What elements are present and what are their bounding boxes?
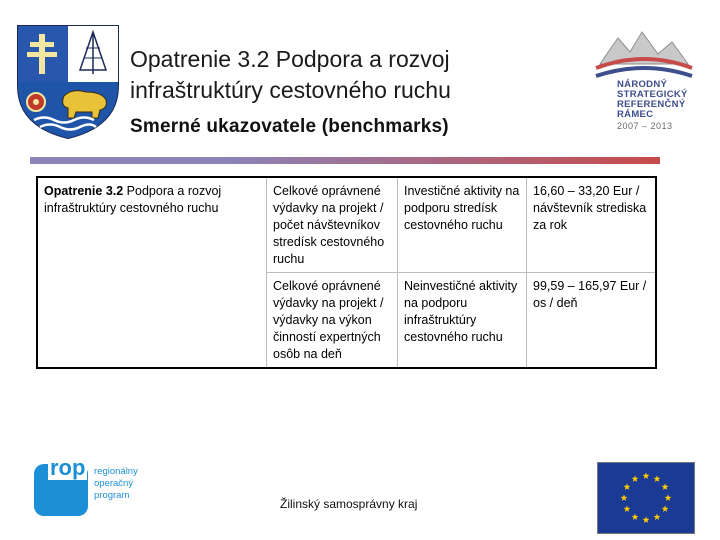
rop-logo	[34, 455, 174, 520]
nsrr-line: REFERENČNÝ	[617, 99, 686, 110]
activity-cell: Investičné aktivity na podporu stredísk cestovného ruchu	[398, 177, 527, 273]
rop-logo-text	[94, 466, 138, 502]
coat-of-arms-logo	[14, 22, 122, 140]
footer-text: Žilinský samosprávny kraj	[280, 497, 418, 511]
title-line-1: Opatrenie 3.2 Podpora a rozvoj	[130, 46, 450, 72]
value-cell: 16,60 – 33,20 Eur / návštevník strediska za rok	[527, 177, 657, 273]
rop-line: program	[94, 490, 130, 501]
nsrr-line: RÁMEC	[617, 109, 654, 120]
rop-logo-word: rop	[50, 455, 86, 480]
nsrr-years: 2007 – 2013	[617, 121, 673, 131]
indicator-cell: Celkové oprávnené výdavky na projekt / počet návštevníkov stredísk cestovného ruchu	[267, 177, 398, 273]
page-subtitle: Smerné ukazovatele (benchmarks)	[130, 116, 449, 137]
rop-line: regionálny	[94, 466, 138, 477]
measure-number: Opatrenie 3.2	[44, 184, 124, 198]
measure-name: Podpora a rozvoj infraštruktúry cestovného ruchu	[44, 184, 222, 215]
nsrr-line: STRATEGICKÝ	[617, 89, 688, 100]
benchmarks-table	[36, 176, 657, 369]
rop-line: operačný	[94, 478, 134, 489]
value-cell: 99,59 – 165,97 Eur / os / deň	[533, 279, 647, 310]
nsrr-line: NÁRODNÝ	[617, 79, 668, 90]
indicator-cell: Celkové oprávnené výdavky na projekt / výdavky na výkon činností expertných osôb na deň	[267, 273, 398, 369]
measure-cell	[37, 177, 267, 368]
activity-cell: Neinvestičné aktivity na podporu infraštruktúry cestovného ruchu	[398, 273, 527, 369]
title-divider	[30, 157, 660, 164]
table-row	[37, 177, 656, 273]
nsrr-logo-text	[617, 80, 688, 120]
title-line-2: infraštruktúry cestovného ruchu	[130, 77, 451, 103]
eu-flag-icon	[597, 462, 695, 534]
page-title	[130, 44, 580, 106]
